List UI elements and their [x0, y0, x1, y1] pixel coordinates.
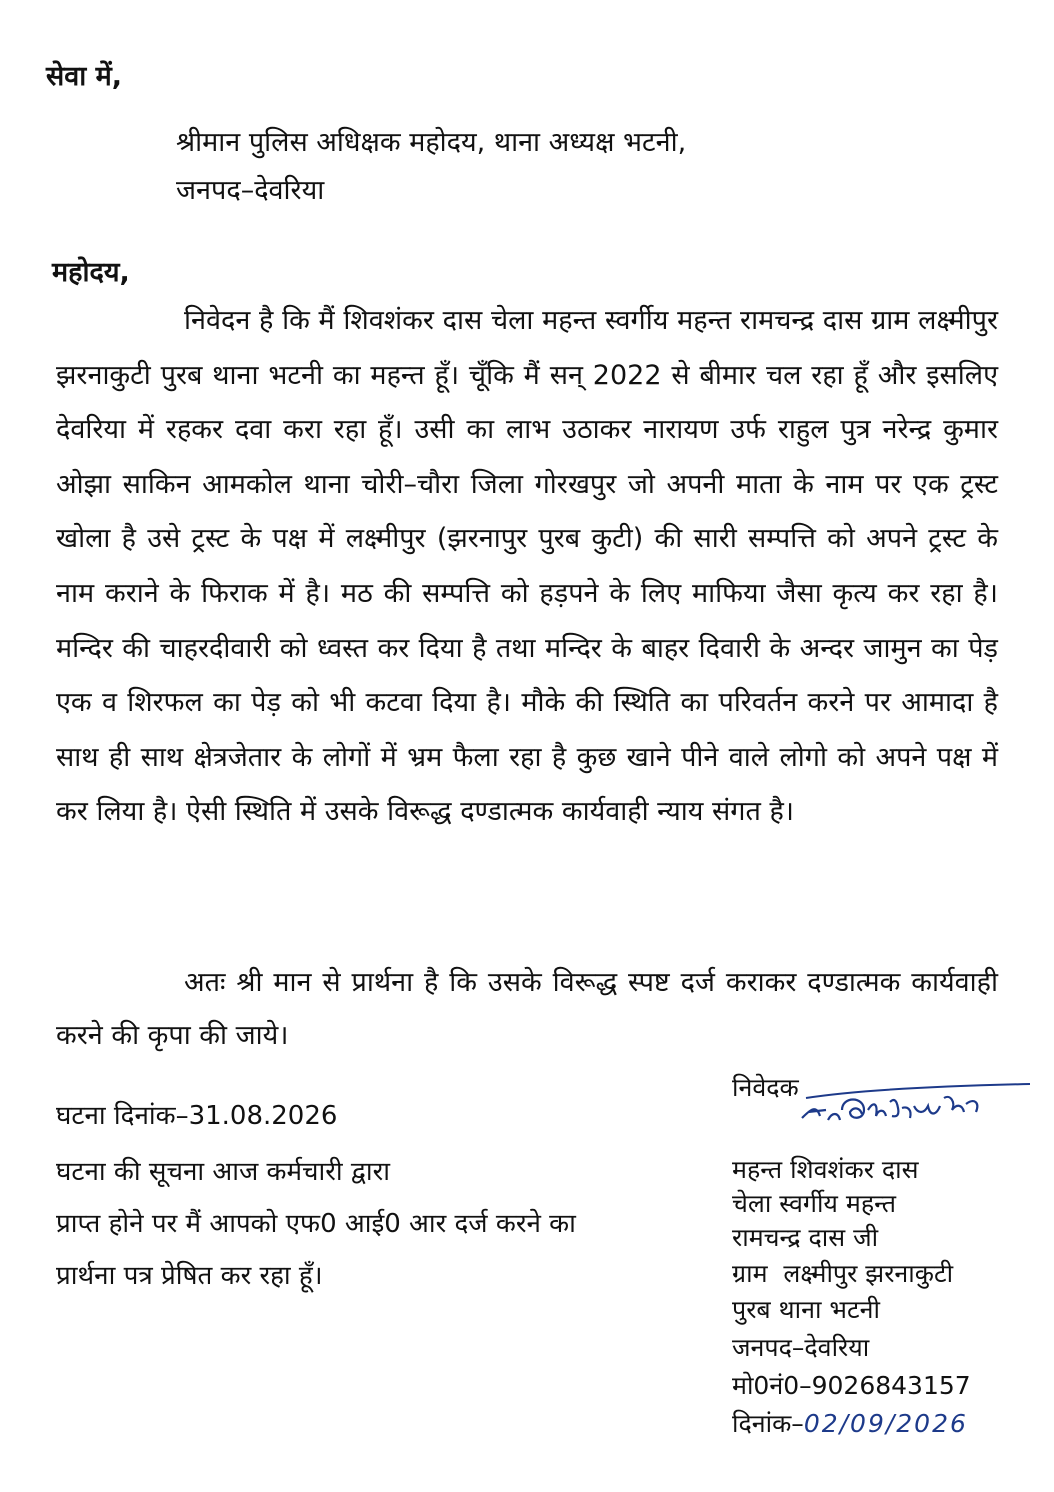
note-line-2: प्राप्त होने पर मैं आपको एफ0 आई0 आर दर्ज करने का [56, 1209, 576, 1239]
note-line-3: प्रार्थना पत्र प्रेषित कर रहा हूँ। [56, 1261, 323, 1291]
date-label: दिनांक– [732, 1409, 804, 1438]
note-line-1: घटना की सूचना आज कर्मचारी द्वारा [56, 1157, 390, 1187]
salutation: सेवा में, [46, 61, 123, 92]
signatory-name: महन्त शिवशंकर दास [732, 1155, 919, 1184]
signatory-line-3: रामचन्द्र दास जी [732, 1223, 879, 1252]
date-handwritten: 02/09/2026 [803, 1409, 968, 1438]
signatory-line-4: ग्राम लक्ष्मीपुर झरनाकुटी [732, 1259, 954, 1288]
handwritten-signature [798, 1080, 1038, 1132]
body-paragraph-2: अतः श्री मान से प्रार्थना है कि उसके विरूद्ध स्पष्ट दर्ज कराकर दण्डात्मक कार्यवाही करने की कृपा की जाये। [56, 967, 998, 1051]
incident-date: घटना दिनांक–31.08.2026 [56, 1101, 338, 1131]
signatory-line-5: पुरब थाना भटनी [732, 1295, 880, 1324]
applicant-label: निवेदक [732, 1073, 799, 1102]
signature-date [732, 1406, 968, 1440]
recipient-line-1: श्रीमान पुलिस अधिक्षक महोदय, थाना अध्यक्ष भटनी, [176, 127, 687, 158]
body-paragraph-1: निवेदन है कि मैं शिवशंकर दास चेला महन्त स्वर्गीय महन्त रामचन्द्र दास ग्राम लक्ष्मीपुर झरनाकुटी पुरब थाना भटनी का महन्त हूँ। चूँकि मैं सन् 2022 से बीमार चल रहा हूँ और इसलिए देवरिया में रहकर दवा करा रहा हूँ। उसी का लाभ उठाकर नारायण उर्फ राहुल पुत्र नरेन्द्र कुमार ओझा साकिन आमकोल थाना चोरी–चौरा जिला गोरखपुर जो अपनी माता के नाम पर एक ट्रस्ट खोला है उसे ट्रस्ट के पक्ष में लक्ष्मीपुर (झरनापुर पुरब कुटी) की सारी सम्पत्ति को अपने ट्रस्ट के नाम कराने के फिराक में है। मठ की सम्पत्ति को हड़पने के लिए माफिया जैसा कृत्य कर रहा है। मन्दिर की चाहरदीवारी को ध्वस्त कर दिया है तथा मन्दिर के बाहर दिवारी के अन्दर जामुन का पेड़ एक व शिरफल का पेड़ को भी कटवा दिया है। मौके की स्थिति का परिवर्तन करने पर आमादा है साथ ही साथ क्षेत्रजेतार के लोगों में भ्रम फैला रहा है कुछ खाने पीने वाले लोगो को अपने पक्ष में कर लिया है। ऐसी स्थिति में उसके विरूद्ध दण्डात्मक कार्यवाही न्याय संगत है। [56, 305, 998, 828]
greeting: महोदय, [52, 257, 130, 288]
signatory-line-6: जनपद–देवरिया [732, 1333, 870, 1362]
recipient-line-2: जनपद–देवरिया [176, 175, 325, 206]
signatory-line-2: चेला स्वर्गीय महन्त [732, 1189, 897, 1218]
signatory-mobile: मो0नं0–9026843157 [732, 1371, 971, 1400]
